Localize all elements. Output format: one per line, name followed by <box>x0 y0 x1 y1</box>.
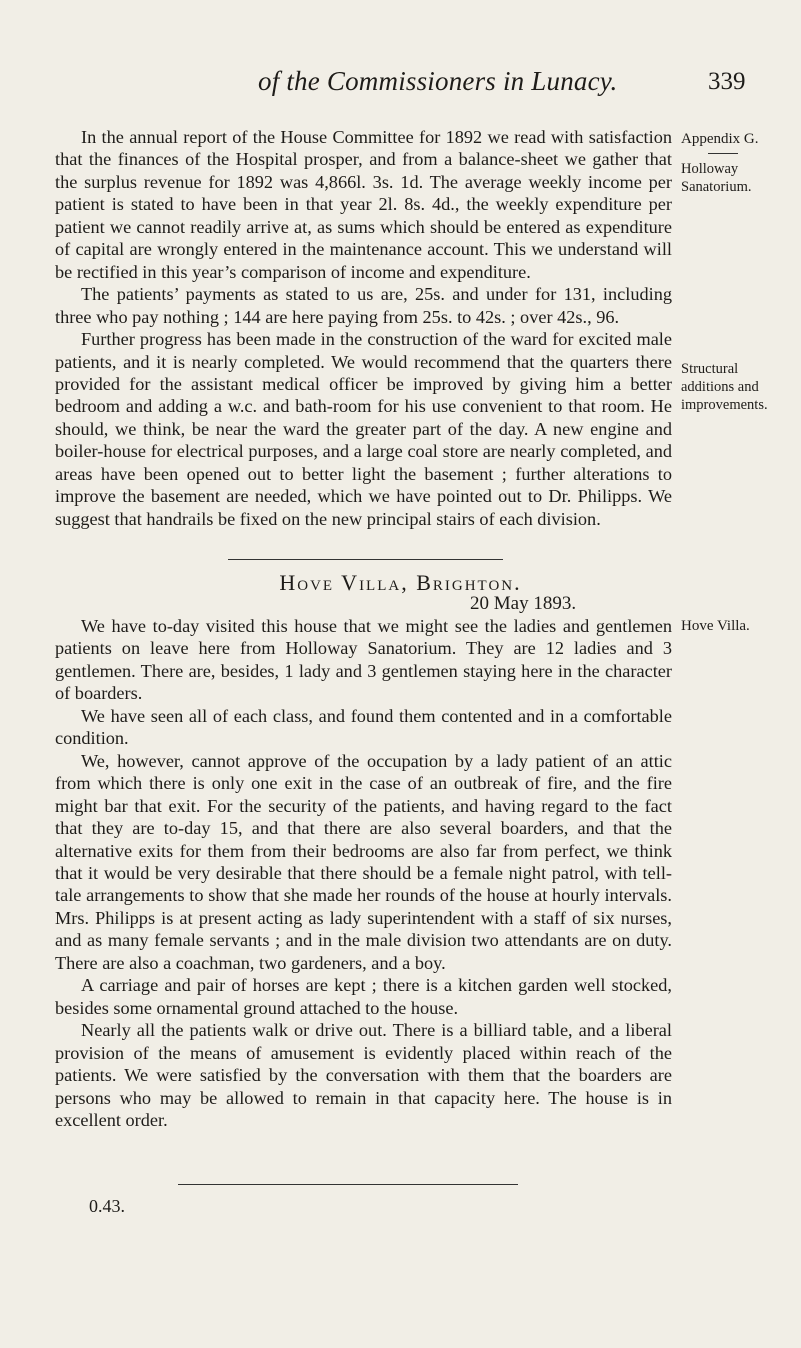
margin-note-holloway <box>681 160 799 196</box>
margin-note-line: additions and <box>681 379 759 395</box>
paragraph: Further progress has been made in the construction of the ward for excited male patients, and it is nearly completed. We would recommend that the quarters there provided for the assistant medical officer be improved by giving him a better bedroom and adding a w.c. and bath-room for his use convenient to that room. He should, we think, be near the ward the greater part of the day. A new engine and boiler-house for electrical purposes, and a large coal store are nearly completed, and areas have been opened out to better light the basement ; further alterations to improve the basement are needed, which we have pointed out to Dr. Philipps. We suggest that handrails be fixed on the new principal stairs of each division. <box>55 329 672 529</box>
margin-note-line: Sanatorium. <box>681 179 752 195</box>
running-title: of the Commissioners in Lunacy. <box>258 66 618 96</box>
paragraph: The patients’ payments as stated to us are, 25s. and under for 131, including three who pay nothing ; 144 are here paying from 25s. to 42s. ; over 42s., 96. <box>55 284 672 327</box>
paragraph: We have seen all of each class, and found them contented and in a comfortable condition. <box>55 705 672 749</box>
margin-note-appendix: Appendix G. <box>681 131 759 147</box>
section-hove-villa <box>55 615 672 1131</box>
page-number: 339 <box>708 68 746 95</box>
margin-rule <box>708 153 738 154</box>
margin-note-line: Structural <box>681 361 739 377</box>
visit-date: 20 May 1893. <box>470 593 577 614</box>
paragraph: We, however, cannot approve of the occupation by a lady patient of an attic from which there is only one exit in the case of an outbreak of fire, and the fire might bar that exit. For the security of the patients, and having regard to the fact that they are to-day 15, and that there are also several boarders, and that the alternative exits for them from their bedrooms are also far from perfect, we think that it would be very desirable that there should be a female night patrol, with tell-tale arrangements to show that she made her rounds of the house at hourly intervals. Mrs. Philipps is at present acting as lady superintendent with a staff of six nurses, and as many female servants ; and in the male division two attendants are on duty. There are also a coachman, two gardeners, and a boy. <box>55 750 672 973</box>
section-holloway-report <box>55 126 672 530</box>
margin-note-structural <box>681 360 799 414</box>
paragraph: In the annual report of the House Committee for 1892 we read with satisfaction that the finances of the Hospital prosper, and from a balance-sheet we gather that the surplus revenue for 1892 was 4,866l. 3s. 1d. The average weekly income per patient is stated to have been in that year 2l. 8s. 4d., the weekly expenditure per patient we cannot readily arrive at, as sums which should be entered as expenditure of capital are wrongly entered in the maintenance account. This we understand will be rectified in this year’s comparison of income and expenditure. <box>55 127 672 282</box>
printer-mark: 0.43. <box>89 1196 125 1216</box>
margin-note-hove: Hove Villa. <box>681 618 750 634</box>
section-divider <box>228 559 503 560</box>
margin-note-line: Holloway <box>681 161 739 177</box>
margin-note-line: improvements. <box>681 397 768 413</box>
section-heading: Hove Villa, Brighton. <box>279 570 522 595</box>
paragraph: Nearly all the patients walk or drive out. There is a billiard table, and a liberal provision of the means of amusement is evidently placed within reach of the patients. We were satisfied by the conversation with them that the boarders are persons who may be allowed to remain in that capacity here. The house is in excellent order. <box>55 1020 672 1130</box>
paragraph: We have to-day visited this house that we might see the ladies and gentlemen patients on leave here from Holloway Sanatorium. They are 12 ladies and 3 gentlemen. There are, besides, 1 lady and 3 gentlemen staying here in the character of boarders. <box>55 616 672 704</box>
page-header <box>0 66 801 106</box>
paragraph: A carriage and pair of horses are kept ; there is a kitchen garden well stocked, besides some ornamental ground attached to the house. <box>55 975 672 1018</box>
end-rule <box>178 1184 518 1185</box>
